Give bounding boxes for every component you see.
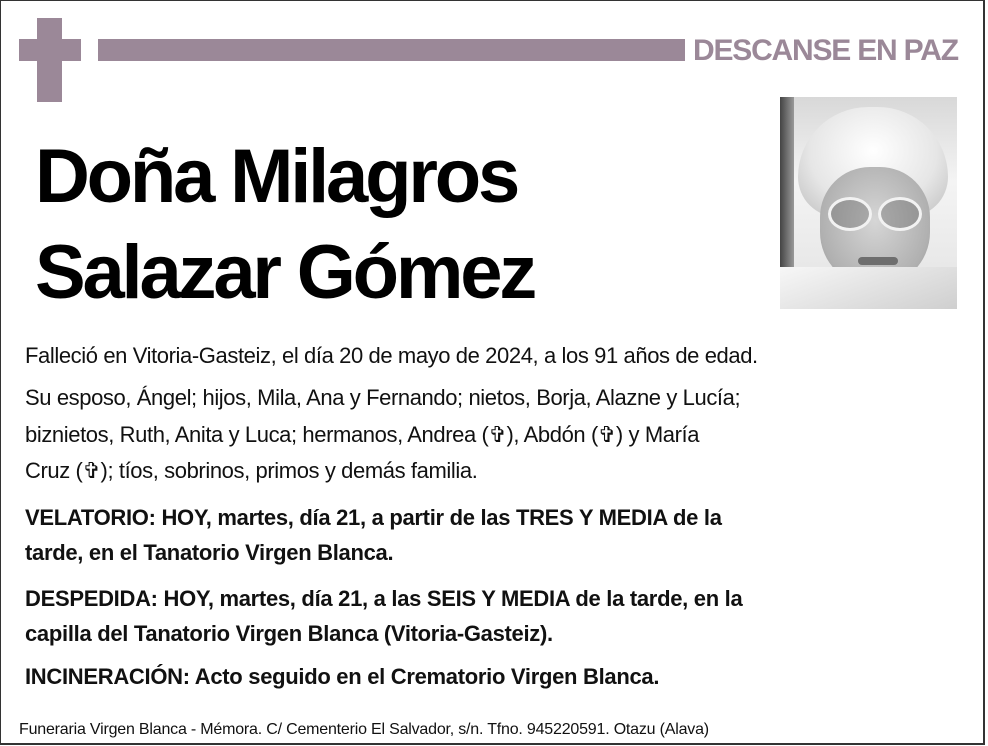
header-title: DESCANSE EN PAZ	[693, 34, 958, 67]
incineracion-line: INCINERACIÓN: Acto seguido en el Crematorio Virgen Blanca.	[25, 664, 660, 689]
velatorio-line: VELATORIO: HOY, martes, día 21, a partir de las TRES Y MEDIA de la	[25, 505, 722, 530]
despedida-line: capilla del Tanatorio Virgen Blanca (Vitoria-Gasteiz).	[25, 621, 553, 646]
velatorio-line: tarde, en el Tanatorio Virgen Blanca.	[25, 540, 394, 565]
death-notice: Falleció en Vitoria-Gasteiz, el día 20 de mayo de 2024, a los 91 años de edad.	[25, 343, 758, 368]
header-divider-bar	[98, 39, 685, 61]
photo-glasses-left	[828, 197, 872, 231]
despedida-line: DESPEDIDA: HOY, martes, día 21, a las SEIS Y MEDIA de la tarde, en la	[25, 586, 743, 611]
portrait-photo	[780, 97, 957, 309]
cross-icon-crossbar	[19, 39, 81, 61]
photo-glasses-right	[878, 197, 922, 231]
deceased-name-line2: Salazar Gómez	[35, 230, 535, 315]
footer-funeral-home: Funeraria Virgen Blanca - Mémora. C/ Cementerio El Salvador, s/n. Tfno. 945220591. Otazu (Alava)	[19, 721, 709, 738]
family-line: biznietos, Ruth, Anita y Luca; hermanos, Andrea (✞), Abdón (✞) y María	[25, 422, 700, 447]
deceased-name-line1: Doña Milagros	[35, 134, 518, 219]
photo-mouth	[858, 257, 898, 265]
photo-collar	[780, 267, 957, 309]
family-line: Su esposo, Ángel; hijos, Mila, Ana y Fernando; nietos, Borja, Alazne y Lucía;	[25, 385, 741, 410]
family-line: Cruz (✞); tíos, sobrinos, primos y demás familia.	[25, 458, 478, 483]
